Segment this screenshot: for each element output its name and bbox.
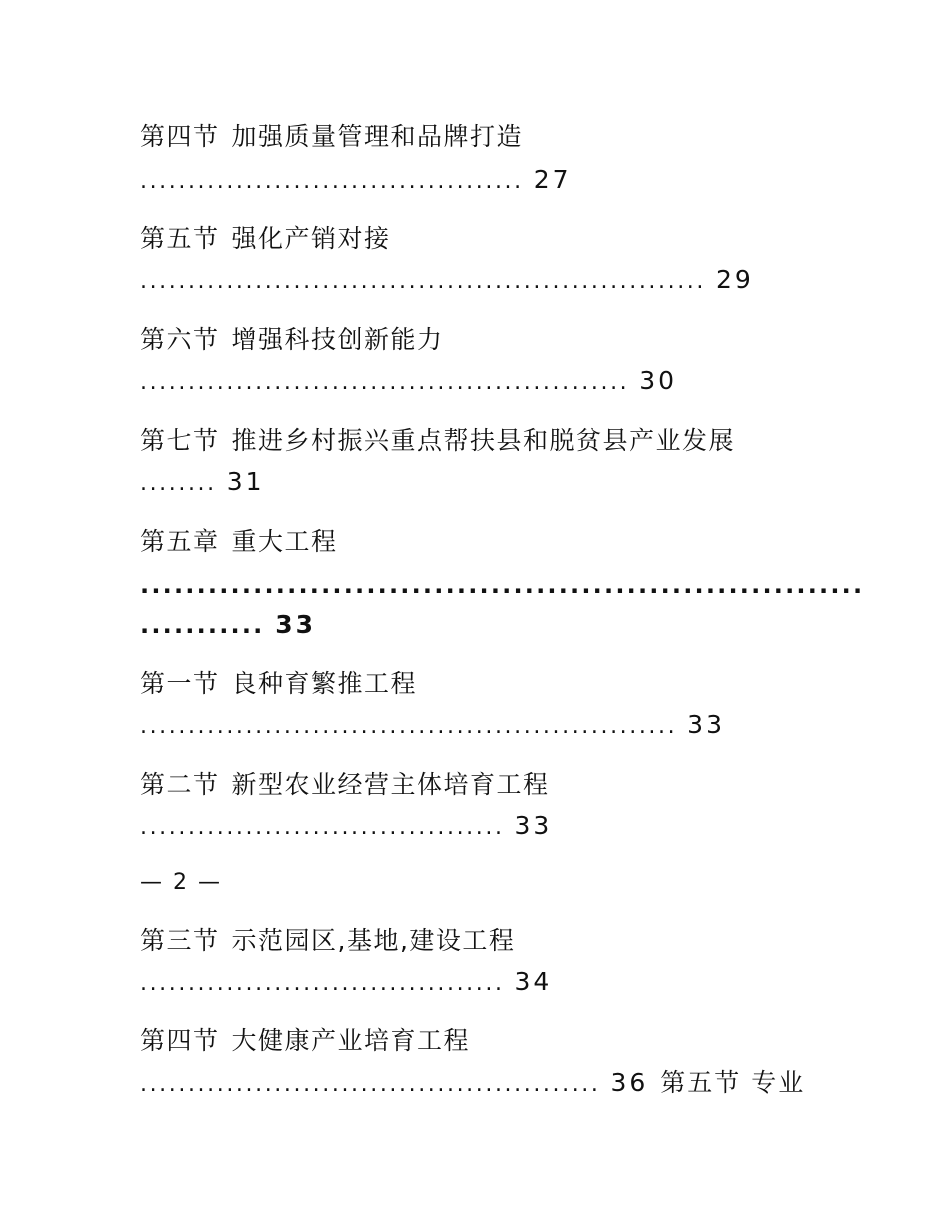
toc-section-label: 第二节: [140, 770, 220, 799]
toc-page-number: 29: [715, 265, 754, 294]
toc-chapter-label: 第五章: [140, 527, 220, 556]
toc-entry-leader: [140, 811, 552, 843]
toc-chapter-heading: [140, 527, 338, 557]
toc-entry-title: 强化产销对接: [231, 224, 391, 253]
toc-entry-heading: [140, 325, 444, 355]
dot-leader: ........................................: [140, 169, 524, 194]
toc-chapter-title: 重大工程: [231, 527, 338, 556]
toc-entry-title: 大健康产业培育工程: [231, 1026, 471, 1055]
toc-entry-title: 增强科技创新能力: [231, 325, 444, 354]
toc-page-number: 33: [514, 811, 553, 840]
toc-section-label: 第五节: [140, 224, 220, 253]
toc-section-label: 第一节: [140, 669, 220, 698]
toc-entry-leader: [140, 967, 552, 999]
toc-entry-heading: [140, 669, 417, 699]
toc-chapter-leader: [140, 570, 864, 600]
toc-entry-heading: [140, 926, 515, 956]
toc-section-label: 第三节: [140, 926, 220, 955]
toc-entry-heading: [140, 426, 735, 456]
toc-page-number: 33: [687, 710, 725, 739]
toc-page-number: 36: [610, 1068, 649, 1097]
toc-entry-title: 良种育繁推工程: [231, 669, 418, 698]
toc-section-label: 第六节: [140, 325, 220, 354]
dot-leader: ......................................: [140, 971, 505, 996]
toc-section-label: 第四节: [140, 122, 220, 151]
dot-leader: ................................................................: [140, 571, 865, 599]
dot-leader: ................................................: [140, 1072, 601, 1097]
toc-entry-leader: [140, 366, 677, 398]
page-footer-marker: — 2 —: [140, 870, 222, 895]
toc-chapter-leader-continued: [140, 610, 316, 640]
toc-page-number: 34: [514, 967, 553, 996]
toc-section-label: 第四节: [140, 1026, 220, 1055]
dot-leader: ......................................: [140, 815, 505, 840]
toc-page-number: 31: [226, 467, 265, 496]
toc-entry-title: 加强质量管理和品牌打造: [231, 122, 524, 151]
toc-page-number: 33: [275, 610, 317, 639]
toc-trailing-text: 第五节 专业: [660, 1068, 806, 1097]
toc-entry-heading: [140, 1026, 470, 1056]
dot-leader: ...........................................................: [140, 269, 706, 294]
toc-entry-leader: [140, 467, 265, 499]
toc-entry-heading: [140, 770, 550, 800]
toc-entry-leader: [140, 710, 725, 742]
toc-page-number: 27: [533, 165, 572, 194]
toc-entry-heading: [140, 224, 391, 254]
dot-leader: ...........: [140, 611, 265, 639]
toc-entry-leader: [140, 265, 754, 297]
toc-section-label: 第七节: [140, 426, 220, 455]
toc-entry-heading: [140, 122, 523, 152]
toc-entry-title: 示范园区,基地,建设工程: [231, 926, 516, 955]
dot-leader: ...................................................: [140, 370, 630, 395]
toc-entry-leader: [140, 1068, 805, 1100]
dot-leader: ........: [140, 471, 217, 496]
toc-entry-leader: [140, 165, 572, 197]
toc-entry-title: 推进乡村振兴重点帮扶县和脱贫县产业发展: [231, 426, 736, 455]
toc-page-number: 30: [639, 366, 678, 395]
toc-entry-title: 新型农业经营主体培育工程: [231, 770, 550, 799]
dot-leader: ........................................................: [140, 714, 678, 739]
